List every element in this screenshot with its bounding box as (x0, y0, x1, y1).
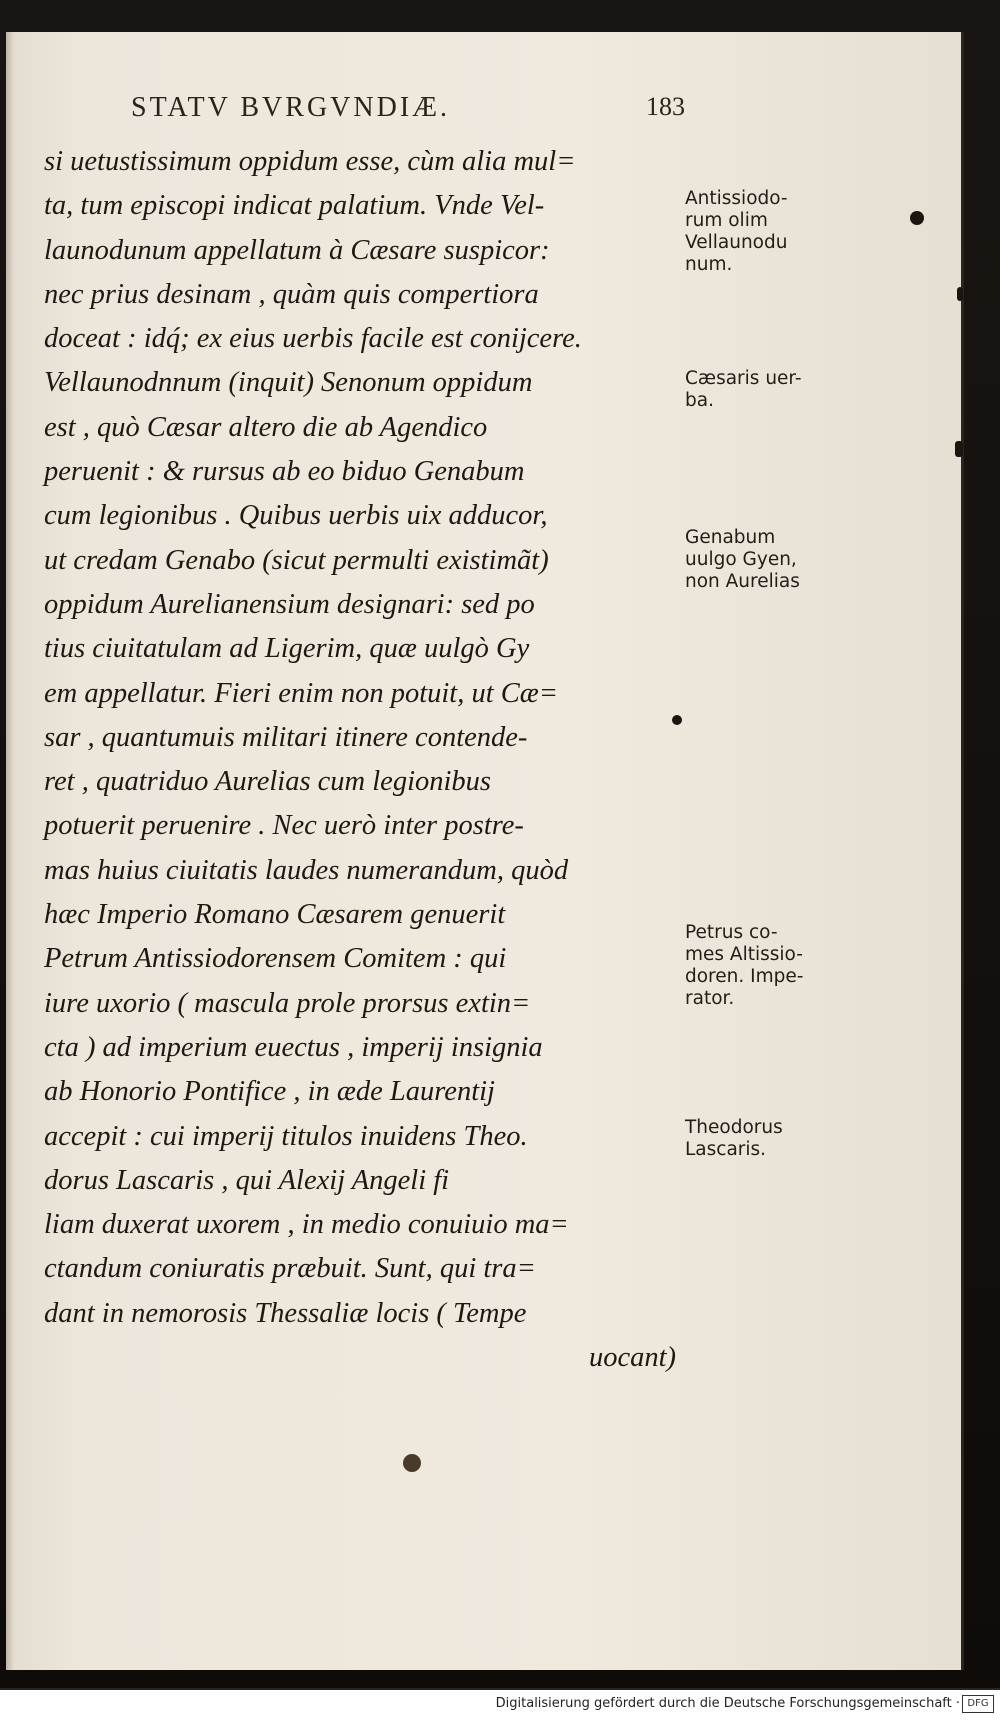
text-line: peruenit : & rursus ab eo biduo Genabum (44, 456, 525, 488)
margin-note-line: Vellaunodu (685, 232, 788, 253)
text-line: ctandum coniuratis præbuit. Sunt, qui tra= (44, 1253, 536, 1285)
catchword: uocant) (588, 1342, 676, 1374)
text-line: si uetustissimum oppidum esse, cùm alia mul= (44, 146, 576, 177)
text-line: dorus Lascaris , qui Alexij Angeli fi (44, 1164, 450, 1196)
ink-spot (672, 715, 682, 725)
margin-note-antissiodorum (685, 188, 860, 276)
text-line: ret , quatriduo Aurelias cum legionibus (44, 766, 492, 798)
margin-note-genabum (685, 527, 860, 593)
margin-note-petrus (685, 922, 860, 1010)
text-line: sar , quantumuis militari itinere contende- (44, 721, 528, 753)
text-line: ut credam Genabo (sicut permulti existimãt) (44, 544, 549, 576)
margin-note-line: rum olim (685, 210, 768, 231)
margin-note-caesaris (685, 368, 860, 412)
margin-note-line: uulgo Gyen, (685, 549, 797, 570)
text-line: nec prius desinam , quàm quis compertiora (44, 278, 539, 310)
text-line: iure uxorio ( mascula prole prorsus extin= (44, 987, 531, 1019)
text-line: tius ciuitatulam ad Ligerim, quæ uulgò Gy (44, 633, 530, 665)
main-text (44, 140, 684, 1380)
edge-mark (955, 441, 963, 457)
text-line: Vellaunodnnum (inquit) Senonum oppidum (44, 367, 533, 399)
margin-note-line: ba. (685, 390, 714, 411)
text-line: ab Honorio Pontifice , in æde Laurentij (44, 1076, 495, 1108)
footer-credit: Digitalisierung gefördert durch die Deutsche Forschungsgemeinschaft · (495, 1696, 960, 1711)
dfg-logo: DFG (962, 1695, 994, 1713)
text-line: mas huius ciuitatis laudes numerandum, quòd (44, 854, 569, 886)
margin-note-line: Genabum (685, 527, 776, 548)
margin-note-theodorus (685, 1117, 860, 1161)
margin-note-line: Cæsaris uer- (685, 368, 802, 389)
text-line: Petrum Antissiodorensem Comitem : qui (44, 943, 507, 975)
text-line: liam duxerat uxorem , in medio conuiuio ma= (44, 1209, 569, 1241)
text-line: doceat : idq́; ex eius uerbis facile est conijcere. (44, 323, 582, 355)
text-line: dant in nemorosis Thessaliæ locis ( Tempe (44, 1297, 527, 1329)
ink-spot (403, 1454, 421, 1472)
margin-note-line: doren. Impe- (685, 966, 804, 987)
margin-note-line: mes Altissio- (685, 944, 803, 965)
text-line: cum legionibus . Quibus uerbis uix adducor, (44, 500, 548, 532)
text-line: em appellatur. Fieri enim non potuit, ut Cæ= (44, 677, 559, 709)
margin-note-line: Lascaris. (685, 1139, 767, 1160)
text-line: hæc Imperio Romano Cæsarem genuerit (44, 899, 506, 931)
text-line: accepit : cui imperij titulos inuidens Theo. (44, 1120, 528, 1152)
page-number: 183 (646, 92, 685, 121)
text-line: launodunum appellatum à Cæsare suspicor: (44, 234, 550, 266)
page-header (125, 92, 685, 132)
running-head: STATV BVRGVNDIÆ. (131, 92, 451, 123)
margin-note-line: num. (685, 254, 733, 275)
text-line: cta ) ad imperium euectus , imperij insignia (44, 1031, 543, 1063)
margin-note-line: Petrus co- (685, 922, 778, 943)
text-line: oppidum Aurelianensium designari: sed po (44, 588, 535, 620)
margin-note-line: non Aurelias (685, 571, 800, 592)
margin-note-line: Theodorus (685, 1117, 783, 1138)
margin-note-line: rator. (685, 988, 735, 1009)
ink-spot (910, 211, 924, 225)
page-gutter-shadow (6, 32, 14, 1670)
edge-mark (957, 287, 963, 301)
margin-note-line: Antissiodo- (685, 188, 788, 209)
text-line: est , quò Cæsar altero die ab Agendico (44, 411, 488, 443)
text-line: ta, tum episcopi indicat palatium. Vnde Vel- (44, 190, 545, 222)
text-line: potuerit peruenire . Nec uerò inter postre- (44, 810, 524, 842)
